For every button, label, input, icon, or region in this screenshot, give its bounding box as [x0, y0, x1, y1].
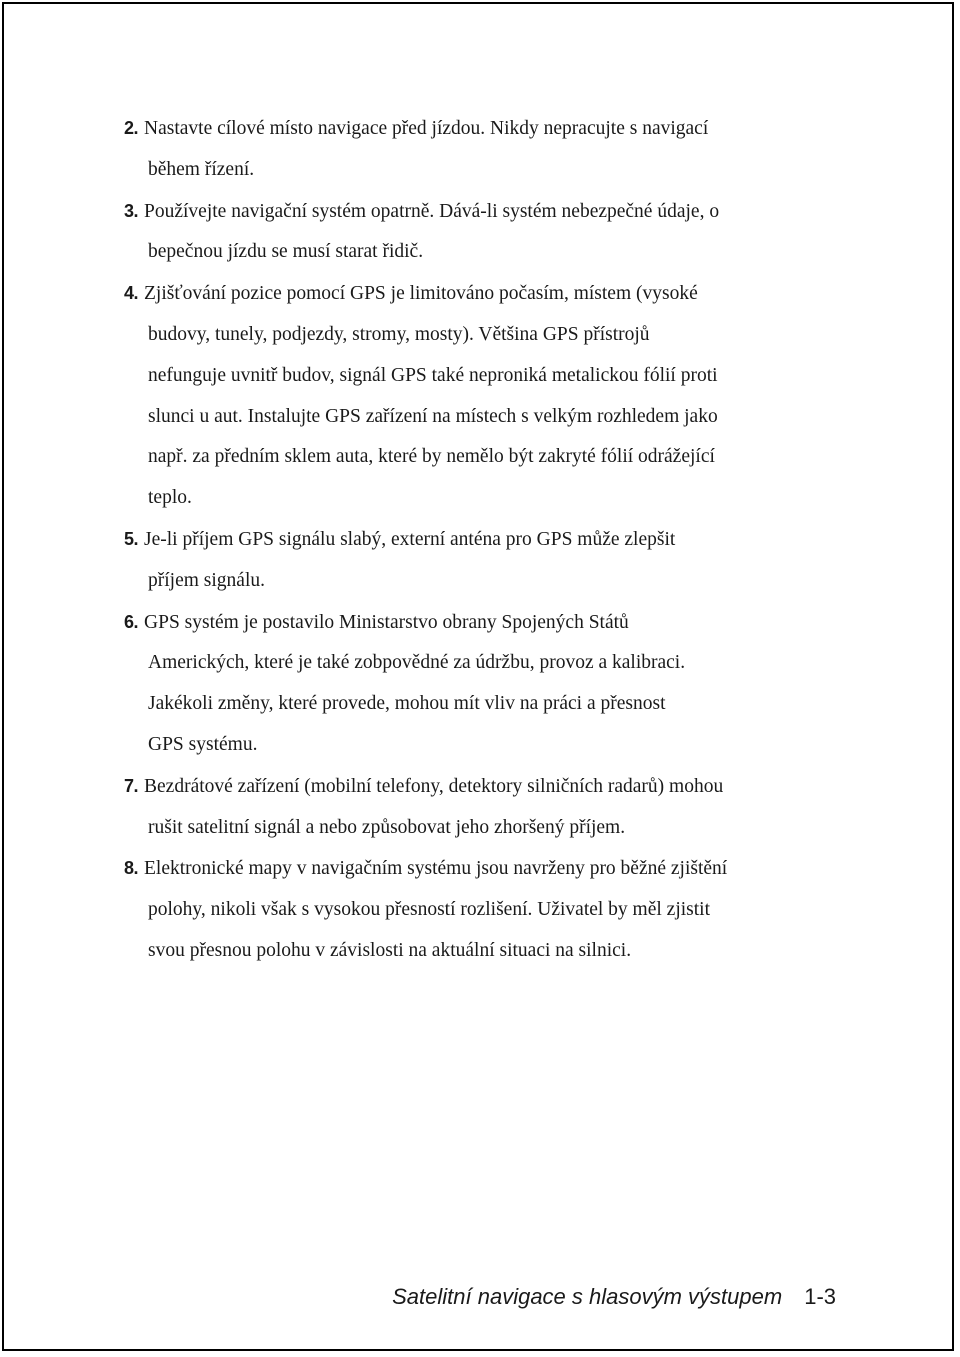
- item-text: Je-li příjem GPS signálu slabý, externí anténa pro GPS může zlepšit: [144, 528, 676, 550]
- list-item-4: [124, 273, 832, 519]
- item-text: GPS systém je postavilo Ministarstvo obrany Spojených Států: [144, 611, 629, 633]
- item-text: Jakékoli změny, které provede, mohou mít vliv na práci a přesnost: [148, 693, 666, 715]
- item-text: Amerických, které je také zobpovědné za údržbu, provoz a kalibraci.: [148, 652, 686, 674]
- document-body: [124, 108, 832, 972]
- item-text: slunci u aut. Instalujte GPS zařízení na místech s velkým rozhledem jako: [148, 405, 718, 427]
- item-number: 6.: [124, 611, 139, 632]
- item-number: 4.: [124, 283, 139, 304]
- item-number: 8.: [124, 858, 139, 879]
- item-text: bepečnou jízdu se musí starat řidič.: [148, 241, 424, 263]
- item-number: 7.: [124, 775, 139, 796]
- item-number: 5.: [124, 528, 139, 549]
- footer-title: Satelitní navigace s hlasovým výstupem: [392, 1284, 783, 1309]
- list-item-2: [124, 108, 832, 191]
- item-text: Elektronické mapy v navigačním systému jsou navrženy pro běžné zjištění: [144, 858, 728, 880]
- item-text: Nastavte cílové místo navigace před jízdou. Nikdy nepracujte s navigací: [144, 118, 709, 139]
- item-text: teplo.: [148, 487, 192, 509]
- item-text: svou přesnou polohu v závislosti na aktuální situaci na silnici.: [148, 939, 632, 961]
- list-item-8: [124, 848, 832, 971]
- item-text: polohy, nikoli však s vysokou přesností rozlišení. Uživatel by měl zjistit: [148, 899, 711, 921]
- page-footer: [392, 1284, 836, 1310]
- item-text: např. za předním sklem auta, které by nemělo být zakryté fólií odrážející: [148, 446, 715, 468]
- list-item-7: [124, 766, 832, 849]
- list-item-3: [124, 191, 832, 274]
- list-item-5: [124, 519, 832, 602]
- item-text: nefunguje uvnitř budov, signál GPS také neproniká metalickou fólií proti: [148, 364, 718, 386]
- item-text: Bezdrátové zařízení (mobilní telefony, detektory silničních radarů) mohou: [144, 775, 724, 797]
- item-text: Používejte navigační systém opatrně. Dává-li systém nebezpečné údaje, o: [144, 200, 720, 222]
- item-text: Zjišťování pozice pomocí GPS je limitováno počasím, místem (vysoké: [144, 283, 698, 305]
- item-number: 2.: [124, 118, 139, 138]
- item-text: rušit satelitní signál a nebo způsobovat jeho zhoršený příjem.: [148, 816, 626, 838]
- item-text: během řízení.: [148, 158, 255, 180]
- item-text: budovy, tunely, podjezdy, stromy, mosty). Většina GPS přístrojů: [148, 323, 650, 345]
- list-item-6: [124, 602, 832, 766]
- item-text: příjem signálu.: [148, 569, 265, 591]
- page-number: 1-3: [804, 1284, 836, 1309]
- item-text: GPS systému.: [148, 733, 258, 755]
- item-number: 3.: [124, 200, 139, 221]
